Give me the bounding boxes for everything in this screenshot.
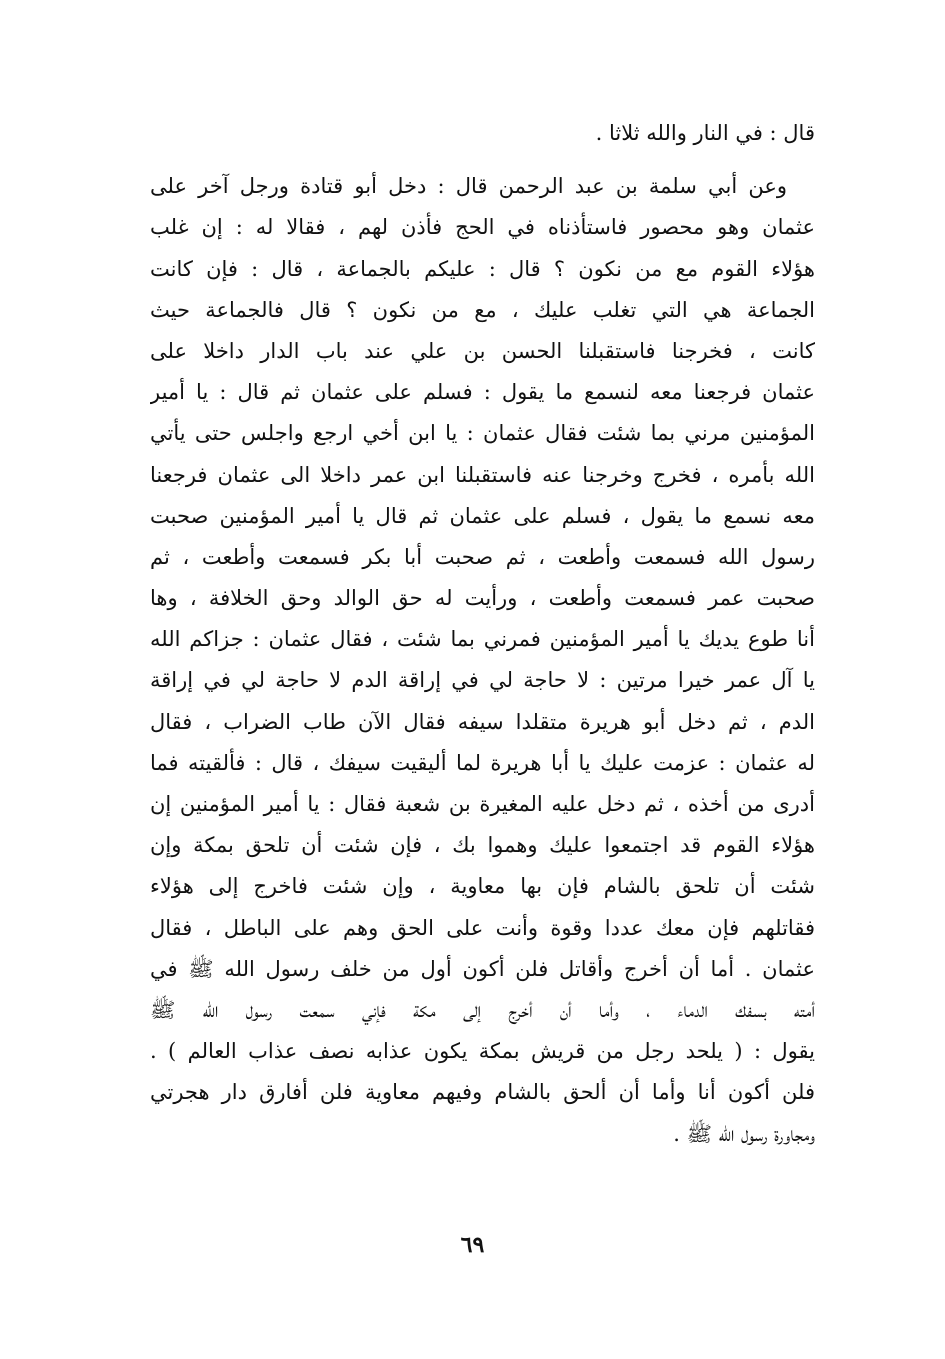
paragraph-line: يقول : ( يلحد رجل من قريش بمكة يكون عذابه نصف عذاب العالم ) . [150, 1039, 815, 1064]
opening-line: قال : في النار والله ثلاثا . [595, 121, 815, 145]
paragraph-line: فلن أكون أنا وأما أن ألحق بالشام وفيهم معاوية فلن أفارق دار هجرتي [150, 1080, 815, 1105]
paragraph-line: يا آل عمر خيرا مرتين : لا حاجة لي في إراقة الدم لا حاجة لي في إراقة [150, 668, 815, 693]
paragraph-line: هؤلاء القوم مع من نكون ؟ قال : عليكم بالجماعة ، قال : فإن كانت [150, 256, 815, 281]
paragraph-line: رسول الله فسمعت وأطعت ، ثم صحبت أبا بكر فسمعت وأطعت ، ثم [150, 544, 815, 569]
paragraph-line: أمته بسفك الدماء ، وأما أن أخرج إلى مكة فإني سمعت رسول الله ﷺ [150, 997, 815, 1022]
page-number: ٦٩ [460, 1232, 485, 1258]
page-body-text [150, 113, 815, 1155]
paragraph-line: أدرى من أخذه ، ثم دخل عليه المغيرة بن شعبة فقال : يا أمير المؤمنين إن [150, 792, 815, 816]
paragraph-gap [150, 154, 815, 166]
paragraph-line: ومجاورة رسول الله ﷺ . [673, 1121, 815, 1146]
paragraph-line: صحبت عمر فسمعت وأطعت ، ورأيت له حق الوالد وحق الخلافة ، وها [150, 586, 815, 611]
paragraph-line: الجماعة هي التي تغلب عليك ، مع من نكون ؟ قال فالجماعة حيث [150, 297, 815, 322]
paragraph-line: عثمان وهو محصور فاستأذناه في الحج فأذن لهم ، فقالا له : إن غلب [150, 215, 815, 240]
paragraph-line: المؤمنين مرني بما شئت فقال عثمان : يا ابن أخي ارجع واجلس حتى يأتي [150, 421, 815, 446]
paragraph-line: له عثمان : عزمت عليك يا أبا هريرة لما أليقيت سيفك ، قال : فألقيته فما [150, 750, 815, 775]
paragraph-line: عثمان . أما أن أخرج وأقاتل فلن أكون أول من خلف رسول الله ﷺ في [150, 956, 815, 981]
paragraph-line: هؤلاء القوم قد اجتمعوا عليك وهموا بك ، فإن شئت أن تلحق بمكة وإن [150, 833, 815, 858]
paragraph-line: فقاتلهم فإن معك عددا وقوة وأنت على الحق وهم على الباطل ، فقال [150, 915, 815, 940]
paragraph-line: الدم ، ثم دخل أبو هريرة متقلدا سيفه فقال الآن طاب الضراب ، فقال [150, 709, 815, 734]
paragraph-line: شئت أن تلحق بالشام فإن بها معاوية ، وإن شئت فاخرج إلى هؤلاء [150, 874, 815, 899]
paragraph-line: عثمان فرجعنا معه لنسمع ما يقول : فسلم على عثمان ثم قال : يا أمير [150, 380, 815, 405]
paragraph-line: كانت ، فخرجنا فاستقبلنا الحسن بن علي عند باب الدار داخلا على [150, 338, 815, 363]
paragraph-line: الله بأمره ، فخرج وخرجنا عنه فاستقبلنا ابن عمر داخلا الى عثمان فرجعنا [150, 462, 815, 487]
paragraph-line: أنا طوع يديك يا أمير المؤمنين فمرني بما شئت ، فقال عثمان : جزاكم الله [150, 627, 815, 652]
paragraph-line: وعن أبي سلمة بن عبد الرحمن قال : دخل أبو قتادة ورجل آخر على [150, 174, 787, 199]
paragraph-line: معه نسمع ما يقول ، فسلم على عثمان ثم قال يا أمير المؤمنين صحبت [150, 503, 815, 528]
